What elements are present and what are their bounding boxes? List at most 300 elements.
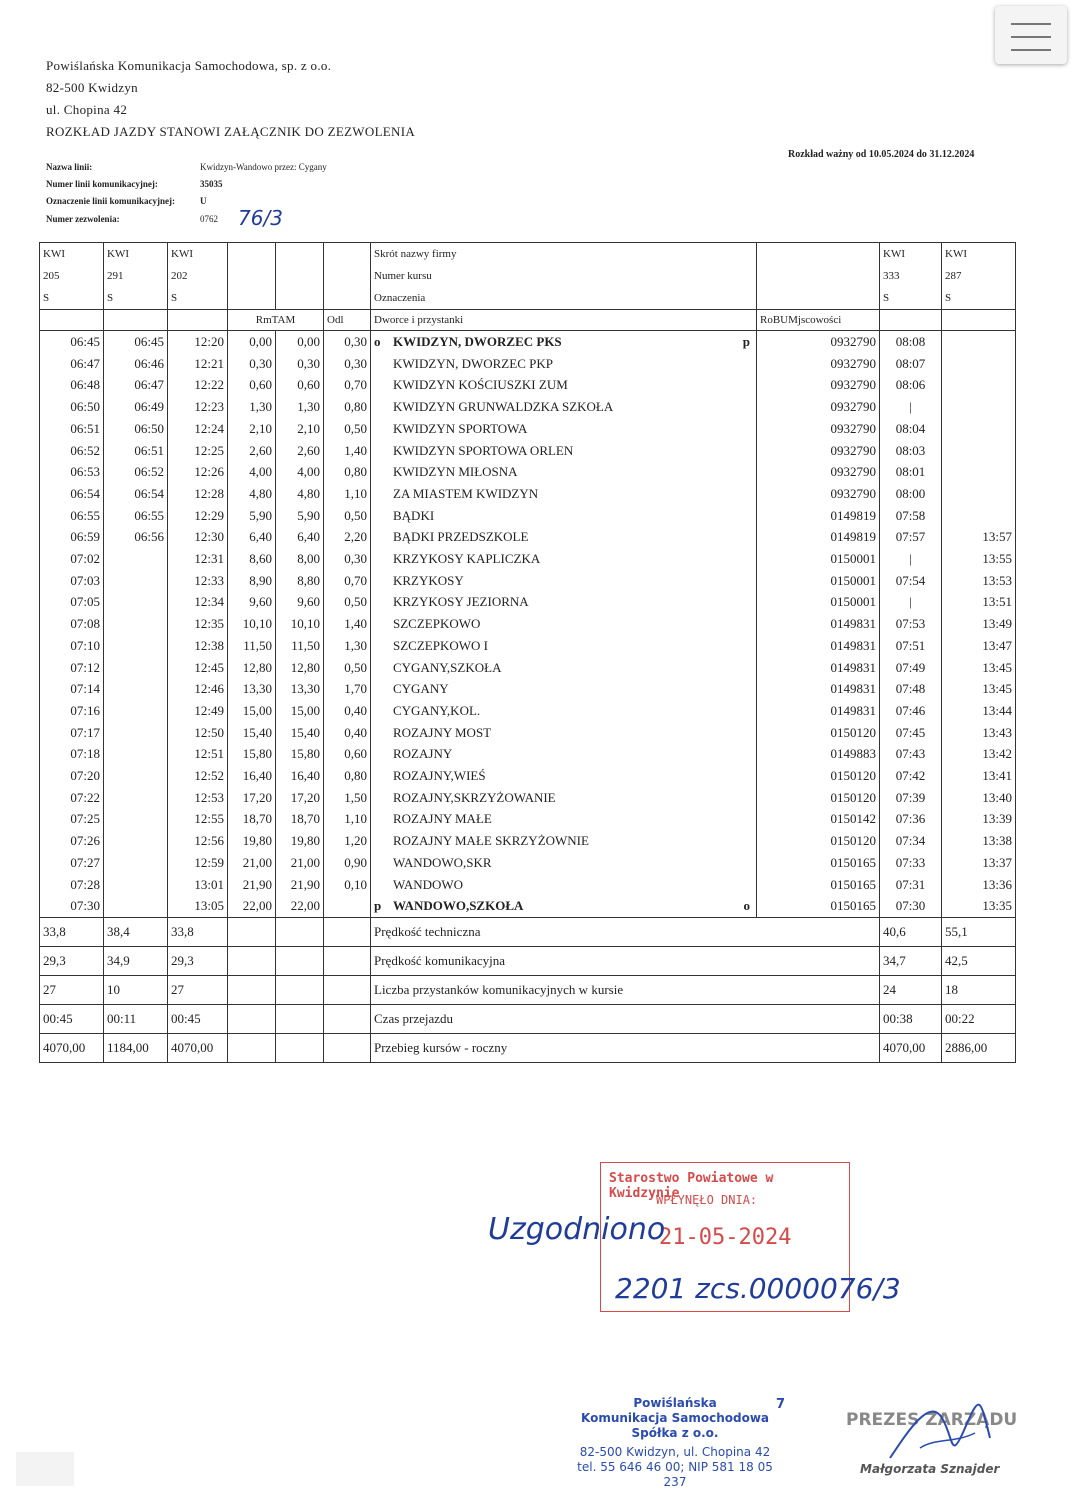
table-row xyxy=(40,353,1016,375)
locality-code: 0150165 xyxy=(757,852,880,874)
stop-name: ROZAJNY,SKRZYŻOWANIE xyxy=(393,789,556,805)
stop-name: KWIDZYN SPORTOWA ORLEN xyxy=(393,442,574,458)
locality-code: 0932790 xyxy=(757,461,880,483)
time-cell xyxy=(104,657,168,679)
page-number: 7 xyxy=(776,1397,786,1412)
km-cell: 15,80 xyxy=(276,743,324,765)
time-cell: 12:29 xyxy=(168,505,228,527)
summary-value: 4070,00 xyxy=(40,1033,104,1062)
company-name: Powiślańska Komunikacja Samochodowa, sp. z o.o. xyxy=(46,58,332,73)
time-cell: 06:50 xyxy=(40,396,104,418)
time-cell: 06:45 xyxy=(104,331,168,353)
stop-name: CYGANY xyxy=(393,681,449,697)
table-row xyxy=(40,787,1016,809)
km-cell: 0,30 xyxy=(276,353,324,375)
stop-name: SZCZEPKOWO xyxy=(393,616,481,632)
odl-cell: 1,10 xyxy=(324,483,371,505)
time-cell: 13:37 xyxy=(942,852,1016,874)
odl-cell: 0,70 xyxy=(324,374,371,396)
time-cell: 07:34 xyxy=(880,830,942,852)
time-cell xyxy=(104,743,168,765)
stop-name: BĄDKI PRZEDSZKOLE xyxy=(393,529,529,545)
km-cell: 21,00 xyxy=(228,852,276,874)
table-row xyxy=(40,613,1016,635)
stop-name: ROZAJNY MAŁE SKRZYŻOWNIE xyxy=(393,833,589,849)
time-cell: 12:33 xyxy=(168,570,228,592)
time-cell: 06:55 xyxy=(104,505,168,527)
km-cell: 0,60 xyxy=(276,374,324,396)
km-cell: 21,90 xyxy=(228,874,276,896)
km-cell: 12,80 xyxy=(276,657,324,679)
locality-code: 0149831 xyxy=(757,678,880,700)
stop-name: ROZAJNY,WIEŚ xyxy=(393,768,486,784)
company-stamp: Powiślańska Komunikacja Samochodowa Spółka z o.o. 82-500 Kwidzyn, ul. Chopina 42 tel. 55 646 46 00; NIP 581 18 05 237 xyxy=(577,1396,773,1489)
summary-value: 34,9 xyxy=(104,946,168,975)
summary-value: 33,8 xyxy=(40,917,104,946)
document-title: ROZKŁAD JAZDY STANOWI ZAŁĄCZNIK DO ZEZWOLENIA xyxy=(46,124,416,139)
stop-cell xyxy=(371,722,757,744)
run-header: KWI 287 S xyxy=(942,243,1016,310)
time-cell: 12:53 xyxy=(168,787,228,809)
table-row xyxy=(40,548,1016,570)
km-cell: 2,10 xyxy=(228,418,276,440)
time-cell: 07:39 xyxy=(880,787,942,809)
summary-value: 33,8 xyxy=(168,917,228,946)
stop-cell xyxy=(371,483,757,505)
time-cell: 12:55 xyxy=(168,808,228,830)
locality-code: 0932790 xyxy=(757,374,880,396)
time-cell xyxy=(942,374,1016,396)
table-row xyxy=(40,505,1016,527)
summary-row xyxy=(40,1033,1016,1062)
summary-value: 1184,00 xyxy=(104,1033,168,1062)
run-header: KWI 202 S xyxy=(168,243,228,310)
km-cell: 11,50 xyxy=(228,635,276,657)
km-cell: 8,00 xyxy=(276,548,324,570)
summary-value: 40,6 xyxy=(880,917,942,946)
time-cell xyxy=(104,808,168,830)
time-cell: 07:43 xyxy=(880,743,942,765)
summary-value: 00:11 xyxy=(104,1004,168,1033)
odl-cell: 1,20 xyxy=(324,830,371,852)
km-cell: 4,80 xyxy=(228,483,276,505)
time-cell xyxy=(104,570,168,592)
km-cell: 4,00 xyxy=(276,461,324,483)
stop-cell xyxy=(371,635,757,657)
stop-name: KWIDZYN KOŚCIUSZKI ZUM xyxy=(393,377,568,393)
validity-period: Rozkład ważny od 10.05.2024 do 31.12.2024 xyxy=(788,149,975,160)
time-cell: 06:51 xyxy=(104,440,168,462)
table-row xyxy=(40,418,1016,440)
time-cell: 07:22 xyxy=(40,787,104,809)
stop-marker: o xyxy=(374,334,381,349)
locality-code: 0932790 xyxy=(757,440,880,462)
km-cell: 13,30 xyxy=(276,678,324,700)
time-cell: 13:45 xyxy=(942,678,1016,700)
time-cell: 12:22 xyxy=(168,374,228,396)
time-cell xyxy=(104,548,168,570)
stamp-received: WPŁYNĘŁO DNIA: xyxy=(656,1193,758,1207)
km-cell: 10,10 xyxy=(228,613,276,635)
time-cell: 06:45 xyxy=(40,331,104,353)
odl-cell xyxy=(324,895,371,917)
menu-line xyxy=(1011,23,1051,25)
table-row xyxy=(40,765,1016,787)
km-cell: 5,90 xyxy=(228,505,276,527)
time-cell xyxy=(104,787,168,809)
km-cell: 5,90 xyxy=(276,505,324,527)
time-cell: 12:50 xyxy=(168,722,228,744)
odl-cell: 2,20 xyxy=(324,526,371,548)
km-cell: 6,40 xyxy=(228,526,276,548)
time-cell: 13:43 xyxy=(942,722,1016,744)
time-cell xyxy=(942,353,1016,375)
summary-value: 4070,00 xyxy=(880,1033,942,1062)
time-cell: 12:25 xyxy=(168,440,228,462)
time-cell: 13:49 xyxy=(942,613,1016,635)
time-cell: 07:14 xyxy=(40,678,104,700)
km-cell: 21,90 xyxy=(276,874,324,896)
stop-cell xyxy=(371,830,757,852)
locality-code: 0932790 xyxy=(757,396,880,418)
table-row xyxy=(40,852,1016,874)
time-cell: 12:34 xyxy=(168,591,228,613)
stop-cell xyxy=(371,808,757,830)
time-cell xyxy=(104,613,168,635)
summary-value: 00:38 xyxy=(880,1004,942,1033)
odl-cell: 0,10 xyxy=(324,874,371,896)
time-cell xyxy=(104,852,168,874)
km-cell: 16,40 xyxy=(276,765,324,787)
locality-code: 0149831 xyxy=(757,700,880,722)
time-cell: 07:33 xyxy=(880,852,942,874)
handwritten-agreed: Uzgodniono xyxy=(488,1212,666,1247)
stop-name: WANDOWO,SZKOŁA xyxy=(393,898,524,914)
km-cell: 0,00 xyxy=(276,331,324,353)
time-cell: 06:47 xyxy=(104,374,168,396)
km-cell: 13,30 xyxy=(228,678,276,700)
locality-code: 0932790 xyxy=(757,331,880,353)
time-cell: 12:49 xyxy=(168,700,228,722)
stop-cell xyxy=(371,678,757,700)
summary-value: 38,4 xyxy=(104,917,168,946)
time-cell: 07:02 xyxy=(40,548,104,570)
time-cell xyxy=(942,418,1016,440)
time-cell: 13:39 xyxy=(942,808,1016,830)
time-cell: 12:20 xyxy=(168,331,228,353)
stop-cell xyxy=(371,852,757,874)
km-cell: 8,60 xyxy=(228,548,276,570)
stop-cell xyxy=(371,396,757,418)
stop-name: ROZAJNY xyxy=(393,746,453,762)
summary-value: 27 xyxy=(168,975,228,1004)
time-cell xyxy=(104,895,168,917)
corner-shade xyxy=(16,1452,74,1486)
table-row xyxy=(40,570,1016,592)
summary-label: Liczba przystanków komunikacyjnych w kursie xyxy=(371,975,880,1004)
km-cell: 0,00 xyxy=(228,331,276,353)
time-cell: 13:45 xyxy=(942,657,1016,679)
menu-button[interactable] xyxy=(995,6,1067,64)
table-row xyxy=(40,440,1016,462)
odl-cell: 1,10 xyxy=(324,808,371,830)
time-cell: 12:52 xyxy=(168,765,228,787)
km-cell: 12,80 xyxy=(228,657,276,679)
company-street: ul. Chopina 42 xyxy=(46,102,128,117)
km-cell: 11,50 xyxy=(276,635,324,657)
time-cell: 13:38 xyxy=(942,830,1016,852)
odl-header: Odl xyxy=(324,310,371,331)
km-cell: 15,40 xyxy=(228,722,276,744)
signature-icon xyxy=(880,1388,1000,1470)
table-row xyxy=(40,396,1016,418)
table-row xyxy=(40,700,1016,722)
table-row xyxy=(40,331,1016,353)
odl-cell: 0,90 xyxy=(324,852,371,874)
time-cell xyxy=(104,678,168,700)
stop-cell xyxy=(371,700,757,722)
stops-header: Dworce i przystanki xyxy=(371,310,757,331)
stop-cell xyxy=(371,374,757,396)
summary-value: 00:45 xyxy=(40,1004,104,1033)
time-cell: 12:38 xyxy=(168,635,228,657)
time-cell: 12:51 xyxy=(168,743,228,765)
time-cell: 06:59 xyxy=(40,526,104,548)
stop-name: KWIDZYN GRUNWALDZKA SZKOŁA xyxy=(393,399,614,415)
table-row xyxy=(40,374,1016,396)
stop-cell xyxy=(371,505,757,527)
meta-label: Oznaczenie linii komunikacyjnej: xyxy=(46,196,175,206)
summary-row xyxy=(40,946,1016,975)
table-row xyxy=(40,874,1016,896)
summary-value: 18 xyxy=(942,975,1016,1004)
odl-cell: 0,30 xyxy=(324,548,371,570)
km-cell: 2,60 xyxy=(276,440,324,462)
time-cell: 07:42 xyxy=(880,765,942,787)
summary-label: Przebieg kursów - roczny xyxy=(371,1033,880,1062)
locality-code: 0932790 xyxy=(757,353,880,375)
meta-value: 0762 xyxy=(200,214,218,224)
stop-name: KRZYKOSY KAPLICZKA xyxy=(393,551,541,567)
stop-name: WANDOWO xyxy=(393,876,464,892)
meta-value: 35035 xyxy=(200,179,223,189)
company-postal: 82-500 Kwidzyn xyxy=(46,80,138,95)
timetable xyxy=(39,242,1016,1063)
odl-cell: 0,30 xyxy=(324,353,371,375)
km-cell: 15,40 xyxy=(276,722,324,744)
stamp-date: 21-05-2024 xyxy=(659,1225,792,1250)
time-cell: 07:05 xyxy=(40,591,104,613)
table-row xyxy=(40,743,1016,765)
time-cell: 07:03 xyxy=(40,570,104,592)
time-cell xyxy=(942,440,1016,462)
summary-value: 10 xyxy=(104,975,168,1004)
time-cell: 07:57 xyxy=(880,526,942,548)
stop-name: KWIDZYN, DWORZEC PKS xyxy=(393,334,562,349)
locality-code: 0150120 xyxy=(757,787,880,809)
odl-cell: 0,70 xyxy=(324,570,371,592)
locality-code: 0149831 xyxy=(757,635,880,657)
odl-cell: 1,50 xyxy=(324,787,371,809)
time-cell: 07:08 xyxy=(40,613,104,635)
stop-cell xyxy=(371,657,757,679)
odl-cell: 0,30 xyxy=(324,331,371,353)
time-cell: 06:55 xyxy=(40,505,104,527)
odl-cell: 0,50 xyxy=(324,657,371,679)
summary-value: 4070,00 xyxy=(168,1033,228,1062)
odl-cell: 1,30 xyxy=(324,635,371,657)
summary-row xyxy=(40,975,1016,1004)
table-row xyxy=(40,657,1016,679)
run-header: KWI 333 S xyxy=(880,243,942,310)
time-cell: 13:47 xyxy=(942,635,1016,657)
time-cell: 07:48 xyxy=(880,678,942,700)
stop-cell xyxy=(371,570,757,592)
time-cell: 07:30 xyxy=(880,895,942,917)
time-cell: | xyxy=(880,396,942,418)
summary-label: Prędkość komunikacyjna xyxy=(371,946,880,975)
table-row xyxy=(40,635,1016,657)
km-header: RmTAM xyxy=(228,310,324,331)
summary-label: Czas przejazdu xyxy=(371,1004,880,1033)
time-cell: 08:07 xyxy=(880,353,942,375)
stop-cell xyxy=(371,440,757,462)
time-cell: | xyxy=(880,548,942,570)
time-cell: 06:56 xyxy=(104,526,168,548)
locality-code: 0150165 xyxy=(757,895,880,917)
time-cell: 12:28 xyxy=(168,483,228,505)
info-header: Skrót nazwy firmy Numer kursu Oznaczenia xyxy=(371,243,757,310)
km-cell: 15,00 xyxy=(228,700,276,722)
summary-value: 00:45 xyxy=(168,1004,228,1033)
time-cell: 06:52 xyxy=(40,440,104,462)
time-cell: 07:53 xyxy=(880,613,942,635)
time-cell: 07:31 xyxy=(880,874,942,896)
time-cell: 13:57 xyxy=(942,526,1016,548)
time-cell: 06:51 xyxy=(40,418,104,440)
handwritten-permit: 76/3 xyxy=(238,206,283,230)
stop-name: KWIDZYN SPORTOWA xyxy=(393,420,528,436)
time-cell: 07:49 xyxy=(880,657,942,679)
time-cell: 12:24 xyxy=(168,418,228,440)
km-cell: 21,00 xyxy=(276,852,324,874)
time-cell xyxy=(104,635,168,657)
km-cell: 16,40 xyxy=(228,765,276,787)
km-cell: 9,60 xyxy=(228,591,276,613)
run-header: KWI 205 S xyxy=(40,243,104,310)
time-cell: 07:10 xyxy=(40,635,104,657)
summary-value: 29,3 xyxy=(168,946,228,975)
time-cell: 06:50 xyxy=(104,418,168,440)
menu-line xyxy=(1011,49,1051,51)
km-cell: 15,80 xyxy=(228,743,276,765)
time-cell xyxy=(942,461,1016,483)
time-cell: 06:54 xyxy=(40,483,104,505)
stop-cell xyxy=(371,461,757,483)
president-name: Małgorzata Sznajder xyxy=(860,1462,1000,1476)
stop-name: ROZAJNY MAŁE xyxy=(393,811,492,827)
meta-label: Numer linii komunikacyjnej: xyxy=(46,179,158,189)
meta-label: Numer zezwolenia: xyxy=(46,214,120,224)
summary-label: Prędkość techniczna xyxy=(371,917,880,946)
time-cell: 12:30 xyxy=(168,526,228,548)
time-cell xyxy=(104,700,168,722)
time-cell xyxy=(942,483,1016,505)
time-cell: 08:06 xyxy=(880,374,942,396)
table-row xyxy=(40,830,1016,852)
stop-name: KWIDZYN MIŁOSNA xyxy=(393,464,518,480)
time-cell: 13:55 xyxy=(942,548,1016,570)
time-cell: 13:05 xyxy=(168,895,228,917)
locality-code: 0150120 xyxy=(757,765,880,787)
km-cell: 9,60 xyxy=(276,591,324,613)
time-cell: 07:18 xyxy=(40,743,104,765)
km-cell: 0,30 xyxy=(228,353,276,375)
km-cell: 4,00 xyxy=(228,461,276,483)
time-cell: 07:25 xyxy=(40,808,104,830)
time-cell: 07:51 xyxy=(880,635,942,657)
table-row xyxy=(40,678,1016,700)
summary-row xyxy=(40,1004,1016,1033)
table-row xyxy=(40,591,1016,613)
stop-name: BĄDKI xyxy=(393,507,435,523)
time-cell: 12:59 xyxy=(168,852,228,874)
summary-value: 55,1 xyxy=(942,917,1016,946)
table-row xyxy=(40,895,1016,917)
time-cell: 07:27 xyxy=(40,852,104,874)
table-row xyxy=(40,808,1016,830)
locality-code: 0149831 xyxy=(757,613,880,635)
stop-cell xyxy=(371,418,757,440)
km-cell: 8,90 xyxy=(228,570,276,592)
time-cell xyxy=(104,591,168,613)
menu-line xyxy=(1011,36,1051,38)
km-cell: 18,70 xyxy=(276,808,324,830)
stop-cell xyxy=(371,613,757,635)
km-cell: 4,80 xyxy=(276,483,324,505)
time-cell: 13:42 xyxy=(942,743,1016,765)
time-cell: 12:26 xyxy=(168,461,228,483)
km-cell: 19,80 xyxy=(228,830,276,852)
time-cell: 13:35 xyxy=(942,895,1016,917)
handwritten-ref: 2201 zcs.0000076/3 xyxy=(615,1272,901,1305)
km-cell: 2,60 xyxy=(228,440,276,462)
stop-name: CYGANY,KOL. xyxy=(393,702,481,718)
summary-row xyxy=(40,917,1016,946)
odl-cell: 0,60 xyxy=(324,743,371,765)
time-cell: 13:51 xyxy=(942,591,1016,613)
time-cell: 12:45 xyxy=(168,657,228,679)
km-cell: 22,00 xyxy=(276,895,324,917)
meta-value: U xyxy=(200,196,207,206)
stop-name: WANDOWO,SKR xyxy=(393,854,492,870)
stop-cell xyxy=(371,765,757,787)
time-cell xyxy=(942,396,1016,418)
time-cell: 13:41 xyxy=(942,765,1016,787)
time-cell xyxy=(104,830,168,852)
time-cell: 06:53 xyxy=(40,461,104,483)
summary-value: 29,3 xyxy=(40,946,104,975)
time-cell: 07:46 xyxy=(880,700,942,722)
stop-cell xyxy=(371,331,757,353)
stop-cell xyxy=(371,787,757,809)
odl-cell: 0,80 xyxy=(324,461,371,483)
km-cell: 17,20 xyxy=(276,787,324,809)
time-cell: 07:12 xyxy=(40,657,104,679)
locality-code: 0149883 xyxy=(757,743,880,765)
odl-cell: 0,80 xyxy=(324,396,371,418)
summary-value: 34,7 xyxy=(880,946,942,975)
